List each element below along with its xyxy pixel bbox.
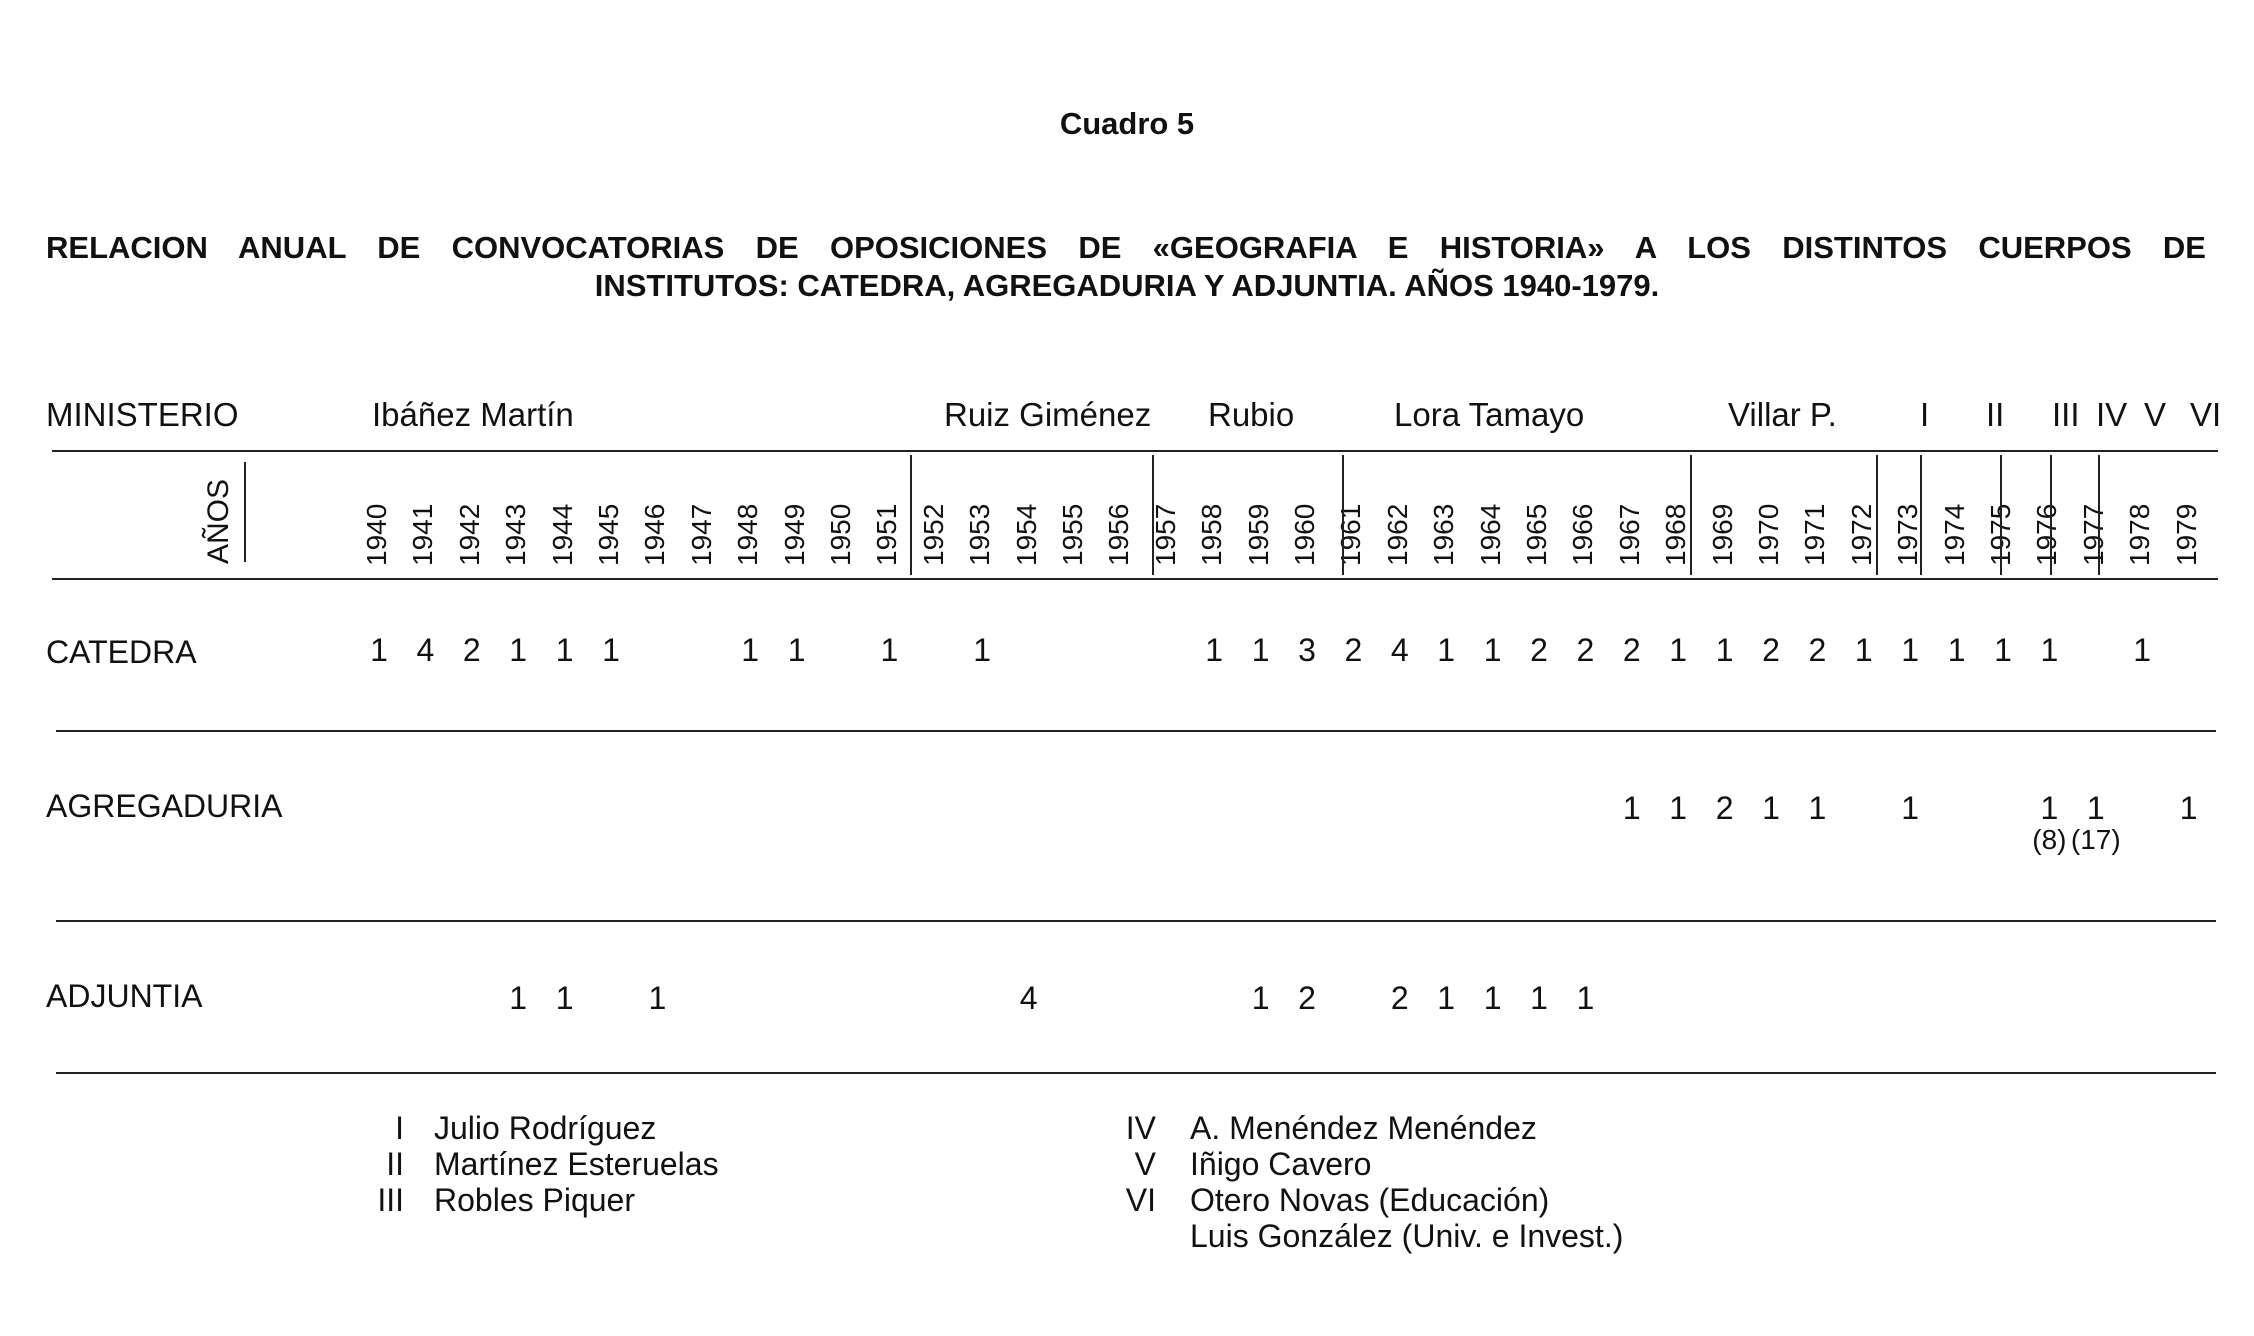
- table-title-line-1: RELACION ANUAL DE CONVOCATORIAS DE OPOSICIONES DE «GEOGRAFIA E HISTORIA» A LOS DISTINTOS CUERPOS DE: [46, 230, 2206, 265]
- row-label-agregaduria: AGREGADURIA: [46, 788, 283, 824]
- legend-name: Martínez Esteruelas: [434, 1146, 719, 1182]
- cell-catedra-1963: 1: [1437, 632, 1456, 668]
- cell-agregaduria-1970: 1: [1762, 790, 1780, 826]
- period-separator-1972: [1876, 455, 1878, 575]
- year-label-1963: 1963: [1428, 503, 1460, 566]
- cell-adjuntia-1954: 4: [1019, 980, 1038, 1016]
- year-label-1960: 1960: [1289, 503, 1320, 566]
- year-label-1944: 1944: [546, 503, 578, 566]
- legend-num: IV: [1125, 1110, 1156, 1146]
- cell-catedra-1964: 1: [1483, 632, 1502, 668]
- cell-adjuntia-1963: 1: [1437, 980, 1456, 1016]
- year-label-1970: 1970: [1753, 503, 1784, 566]
- cell-catedra-1948: 1: [741, 632, 760, 668]
- legend-name: Otero Novas (Educación): [1190, 1182, 1550, 1218]
- year-label-1964: 1964: [1474, 503, 1506, 566]
- cell-catedra-1961: 2: [1344, 632, 1363, 668]
- row-label-catedra: CATEDRA: [46, 634, 197, 670]
- legend-num: VI: [1125, 1182, 1156, 1218]
- year-label-1946: 1946: [639, 503, 671, 566]
- row-rule-1: [56, 730, 2216, 732]
- header-rule-top: [52, 450, 2218, 452]
- cell-catedra-1975: 1: [1994, 632, 2012, 668]
- row-label-adjuntia: ADJUNTIA: [46, 978, 203, 1014]
- cell-adjuntia-1944: 1: [555, 980, 574, 1016]
- minister-i: I: [1920, 396, 1930, 433]
- cell-catedra-1949: 1: [787, 632, 806, 668]
- cell-agregaduria-1979: 1: [2179, 790, 2198, 826]
- period-separator-1957: [1152, 455, 1154, 575]
- minister-v: V: [2144, 396, 2167, 433]
- cell-catedra-1945: 1: [602, 632, 620, 668]
- cell-catedra-1971: 2: [1808, 632, 1827, 668]
- legend-num: V: [1134, 1146, 1156, 1182]
- legend-num: I: [395, 1110, 404, 1146]
- legend-num: II: [386, 1146, 404, 1182]
- cell-adjuntia-1959: 1: [1251, 980, 1270, 1016]
- year-label-1945: 1945: [593, 503, 624, 566]
- minister-ruiz-gimenez: Ruiz Giménez: [944, 396, 1152, 433]
- cell-catedra-1967: 2: [1622, 632, 1641, 668]
- cell-agregaduria-1967: 1: [1622, 790, 1641, 826]
- cell-adjuntia-1943: 1: [509, 980, 528, 1016]
- cell-catedra-1941: 4: [416, 632, 435, 668]
- cell-agregaduria-1973: 1: [1901, 790, 1920, 826]
- year-label-1961: 1961: [1335, 503, 1367, 566]
- anos-label: AÑOS: [202, 478, 235, 564]
- year-label-1957: 1957: [1149, 503, 1181, 566]
- minister-rubio: Rubio: [1208, 396, 1295, 433]
- year-label-1976: 1976: [2031, 503, 2063, 566]
- cell-catedra-1976: 1: [2040, 632, 2059, 668]
- year-label-1966: 1966: [1567, 503, 1599, 566]
- year-label-1941: 1941: [407, 503, 439, 566]
- row-rule-3: [56, 1072, 2216, 1074]
- cell-catedra-1966: 2: [1576, 632, 1595, 668]
- year-label-1952: 1952: [917, 503, 949, 566]
- year-label-1955: 1955: [1057, 503, 1088, 566]
- anos-separator: [244, 462, 246, 562]
- header-rule-bottom: [52, 578, 2218, 580]
- ministerio-label: MINISTERIO: [46, 396, 239, 433]
- year-label-1969: 1969: [1706, 503, 1738, 566]
- year-label-1975: 1975: [1985, 503, 2016, 566]
- minister-villar: Villar P.: [1728, 396, 1837, 433]
- year-label-1959: 1959: [1242, 503, 1274, 566]
- note-agregaduria-1977: (17): [2070, 824, 2121, 855]
- note-agregaduria-1976: (8): [2032, 824, 2067, 855]
- cell-catedra-1969: 1: [1715, 632, 1734, 668]
- period-separator-1977: [2098, 455, 2100, 575]
- year-label-1977: 1977: [2077, 503, 2109, 566]
- year-label-1954: 1954: [1010, 503, 1042, 566]
- cell-agregaduria-1968: 1: [1669, 790, 1688, 826]
- cell-catedra-1970: 2: [1762, 632, 1780, 668]
- year-label-1967: 1967: [1613, 503, 1645, 566]
- year-label-1971: 1971: [1799, 503, 1831, 566]
- year-label-1948: 1948: [732, 503, 764, 566]
- cell-catedra-1965: 2: [1530, 632, 1548, 668]
- period-separator-1951: [910, 455, 912, 575]
- row-rule-2: [56, 920, 2216, 922]
- period-separator-1975: [2000, 455, 2002, 575]
- year-label-1951: 1951: [871, 503, 903, 566]
- period-separator-1968: [1690, 455, 1692, 575]
- cell-catedra-1960: 3: [1298, 632, 1316, 668]
- year-label-1962: 1962: [1381, 503, 1413, 566]
- cell-agregaduria-1969: 2: [1715, 790, 1734, 826]
- legend-name: Julio Rodríguez: [434, 1110, 657, 1146]
- cell-catedra-1940: 1: [370, 632, 388, 668]
- minister-vi: VI: [2190, 396, 2222, 433]
- year-label-1968: 1968: [1660, 503, 1692, 566]
- cell-catedra-1974: 1: [1947, 632, 1966, 668]
- year-label-1949: 1949: [778, 503, 810, 566]
- cell-catedra-1959: 1: [1251, 632, 1270, 668]
- minister-ibanez: Ibáñez Martín: [372, 396, 574, 433]
- cell-catedra-1942: 2: [462, 632, 481, 668]
- cell-catedra-1943: 1: [509, 632, 528, 668]
- minister-lora-tamayo: Lora Tamayo: [1394, 396, 1585, 433]
- year-label-1940: 1940: [361, 503, 392, 566]
- minister-iv: IV: [2096, 396, 2128, 433]
- year-label-1953: 1953: [964, 503, 996, 566]
- minister-ii: II: [1986, 396, 2005, 433]
- year-label-1947: 1947: [685, 503, 717, 566]
- cell-catedra-1958: 1: [1205, 632, 1224, 668]
- cell-agregaduria-1976: 1: [2040, 790, 2059, 826]
- year-label-1956: 1956: [1103, 503, 1135, 566]
- cell-adjuntia-1965: 1: [1530, 980, 1548, 1016]
- table-caption: Cuadro 5: [1059, 106, 1195, 141]
- year-label-1979: 1979: [2170, 503, 2202, 566]
- cell-agregaduria-1971: 1: [1808, 790, 1827, 826]
- cell-adjuntia-1966: 1: [1576, 980, 1595, 1016]
- year-label-1942: 1942: [453, 503, 485, 566]
- year-label-1943: 1943: [500, 503, 532, 566]
- year-label-1950: 1950: [825, 503, 856, 566]
- cell-adjuntia-1960: 2: [1298, 980, 1316, 1016]
- cell-catedra-1944: 1: [555, 632, 574, 668]
- period-separator-1961: [1342, 455, 1344, 575]
- legend-name: Robles Piquer: [434, 1182, 635, 1218]
- year-label-1974: 1974: [1938, 503, 1970, 566]
- cell-catedra-1978: 1: [2133, 632, 2152, 668]
- cell-catedra-1972: 1: [1854, 632, 1873, 668]
- cell-adjuntia-1964: 1: [1483, 980, 1502, 1016]
- cell-catedra-1953: 1: [973, 632, 992, 668]
- cell-catedra-1973: 1: [1901, 632, 1920, 668]
- table-title-line-2: INSTITUTOS: CATEDRA, AGREGADURIA Y ADJUNTIA. AÑOS 1940-1979.: [594, 268, 1660, 303]
- cell-adjuntia-1962: 2: [1390, 980, 1409, 1016]
- year-label-1973: 1973: [1892, 503, 1924, 566]
- year-label-1965: 1965: [1521, 503, 1552, 566]
- cell-adjuntia-1946: 1: [648, 980, 667, 1016]
- period-separator-1973: [1920, 455, 1922, 575]
- year-label-1958: 1958: [1196, 503, 1228, 566]
- year-label-1972: 1972: [1845, 503, 1877, 566]
- cell-catedra-1962: 4: [1390, 632, 1409, 668]
- legend-name: Iñigo Cavero: [1190, 1146, 1372, 1182]
- legend-name: A. Menéndez Menéndez: [1190, 1110, 1537, 1146]
- cell-catedra-1968: 1: [1669, 632, 1688, 668]
- cell-catedra-1951: 1: [880, 632, 899, 668]
- legend-num: III: [377, 1182, 404, 1218]
- year-label-1978: 1978: [2124, 503, 2156, 566]
- cell-agregaduria-1977: 1: [2086, 790, 2105, 826]
- minister-iii: III: [2052, 396, 2080, 433]
- period-separator-1976: [2050, 455, 2052, 575]
- legend-name: Luis González (Univ. e Invest.): [1190, 1218, 1624, 1254]
